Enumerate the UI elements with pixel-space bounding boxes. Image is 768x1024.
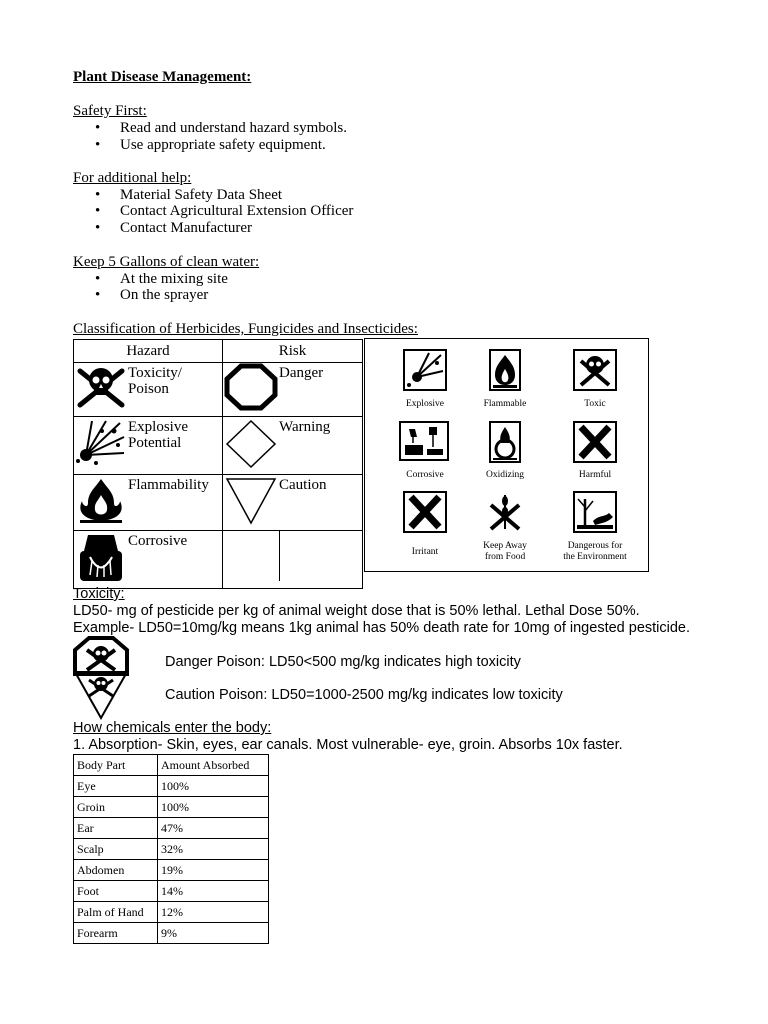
risk-column-header: Risk <box>223 340 363 363</box>
symbol-label: Explosive <box>406 399 444 409</box>
body-part-cell: Abdomen <box>74 860 158 881</box>
amount-cell: 19% <box>158 860 269 881</box>
table-row <box>74 776 269 797</box>
amount-cell: 100% <box>158 776 269 797</box>
list-item: • Material Safety Data Sheet <box>95 187 283 203</box>
hazard-label: Toxicity/ Poison <box>128 365 182 397</box>
hazard-cell <box>74 475 223 531</box>
dangerous-for-environment-icon <box>573 491 617 538</box>
hazard-column-header: Hazard <box>74 340 223 363</box>
toxicity-definition: LD50- mg of pesticide per kg of animal weight dose that is 50% lethal. Lethal Dose 50%. <box>73 603 640 619</box>
list-item: • Contact Agricultural Extension Officer <box>95 203 354 219</box>
risk-label: Danger <box>279 365 324 381</box>
symbol-label: Harmful <box>578 470 612 480</box>
classification-heading: Classification of Herbicides, Fungicides and Insecticides: <box>73 321 418 337</box>
amount-cell: 12% <box>158 902 269 923</box>
body-part-cell: Ear <box>74 818 158 839</box>
irritant-symbol-icon <box>403 491 447 538</box>
table-row <box>74 881 269 902</box>
list-item: • Contact Manufacturer <box>95 220 253 236</box>
diamond-warning-icon <box>223 417 279 474</box>
list-item: • Use appropriate safety equipment. <box>95 137 326 153</box>
skull-crossbones-icon <box>74 363 128 414</box>
table-header-cell: Body Part <box>74 755 158 776</box>
absorption-text: 1. Absorption- Skin, eyes, ear canals. Most vulnerable- eye, groin. Absorbs 10x faster. <box>73 737 623 753</box>
flammable-symbol-icon <box>489 349 521 396</box>
list-item: • On the sprayer <box>95 287 209 303</box>
flame-icon <box>74 475 128 528</box>
table-row <box>74 860 269 881</box>
amount-cell: 47% <box>158 818 269 839</box>
amount-cell: 100% <box>158 797 269 818</box>
amount-cell: 9% <box>158 923 269 944</box>
risk-cell <box>223 475 363 531</box>
hazard-cell <box>74 531 223 589</box>
absorption-table <box>73 754 269 944</box>
risk-label: Warning <box>279 419 331 435</box>
page-title: Plant Disease Management: <box>73 69 252 85</box>
symbol-label: Corrosive <box>406 470 444 480</box>
octagon-danger-icon <box>223 363 279 416</box>
triangle-caution-icon <box>223 475 279 530</box>
oxidizing-symbol-icon <box>489 421 521 468</box>
explosive-symbol-icon <box>403 349 447 396</box>
entry-heading: How chemicals enter the body: <box>73 720 272 736</box>
help-heading: For additional help: <box>73 170 192 186</box>
symbol-label: Dangerous for the Environment <box>563 541 627 562</box>
list-item: • Read and understand hazard symbols. <box>95 120 348 136</box>
amount-cell: 14% <box>158 881 269 902</box>
table-row <box>74 923 269 944</box>
table-row <box>74 839 269 860</box>
caution-poison-icon <box>73 670 129 725</box>
harmful-symbol-icon <box>573 421 617 468</box>
body-part-cell: Palm of Hand <box>74 902 158 923</box>
table-header-cell: Amount Absorbed <box>158 755 269 776</box>
explosive-icon <box>74 417 128 472</box>
hazard-table <box>73 339 363 589</box>
water-heading: Keep 5 Gallons of clean water: <box>73 254 260 270</box>
symbol-label: Irritant <box>411 547 439 557</box>
toxicity-heading: Toxicity: <box>73 586 125 602</box>
risk-label: Caution <box>279 477 327 493</box>
safety-heading: Safety First: <box>73 103 147 119</box>
risk-cell <box>223 531 363 589</box>
table-row <box>74 797 269 818</box>
hazard-label: Flammability <box>128 477 209 493</box>
body-part-cell: Eye <box>74 776 158 797</box>
symbol-label: Flammable <box>483 399 527 409</box>
table-row <box>74 818 269 839</box>
risk-cell <box>223 417 363 475</box>
keep-away-from-food-icon <box>485 491 525 538</box>
hazard-cell <box>74 363 223 417</box>
hazard-label: Explosive Potential <box>128 419 188 451</box>
caution-poison-text: Caution Poison: LD50=1000-2500 mg/kg indicates low toxicity <box>165 687 563 703</box>
toxicity-example: Example- LD50=10mg/kg means 1kg animal has 50% death rate for 10mg of ingested pesticide. <box>73 620 691 636</box>
hazard-symbol-grid <box>364 338 649 572</box>
body-part-cell: Scalp <box>74 839 158 860</box>
amount-cell: 32% <box>158 839 269 860</box>
danger-poison-text: Danger Poison: LD50<500 mg/kg indicates high toxicity <box>165 654 521 670</box>
body-part-cell: Foot <box>74 881 158 902</box>
corrosive-symbol-icon <box>399 421 449 466</box>
symbol-label: Toxic <box>584 399 606 409</box>
list-item: • At the mixing site <box>95 271 228 287</box>
risk-cell <box>223 363 363 417</box>
toxic-symbol-icon <box>573 349 617 396</box>
body-part-cell: Groin <box>74 797 158 818</box>
table-row <box>74 902 269 923</box>
hazard-label: Corrosive <box>128 533 188 549</box>
corrosive-icon <box>74 531 128 588</box>
symbol-label: Keep Away from Food <box>483 541 527 562</box>
body-part-cell: Forearm <box>74 923 158 944</box>
hazard-cell <box>74 417 223 475</box>
symbol-label: Oxidizing <box>486 470 524 480</box>
